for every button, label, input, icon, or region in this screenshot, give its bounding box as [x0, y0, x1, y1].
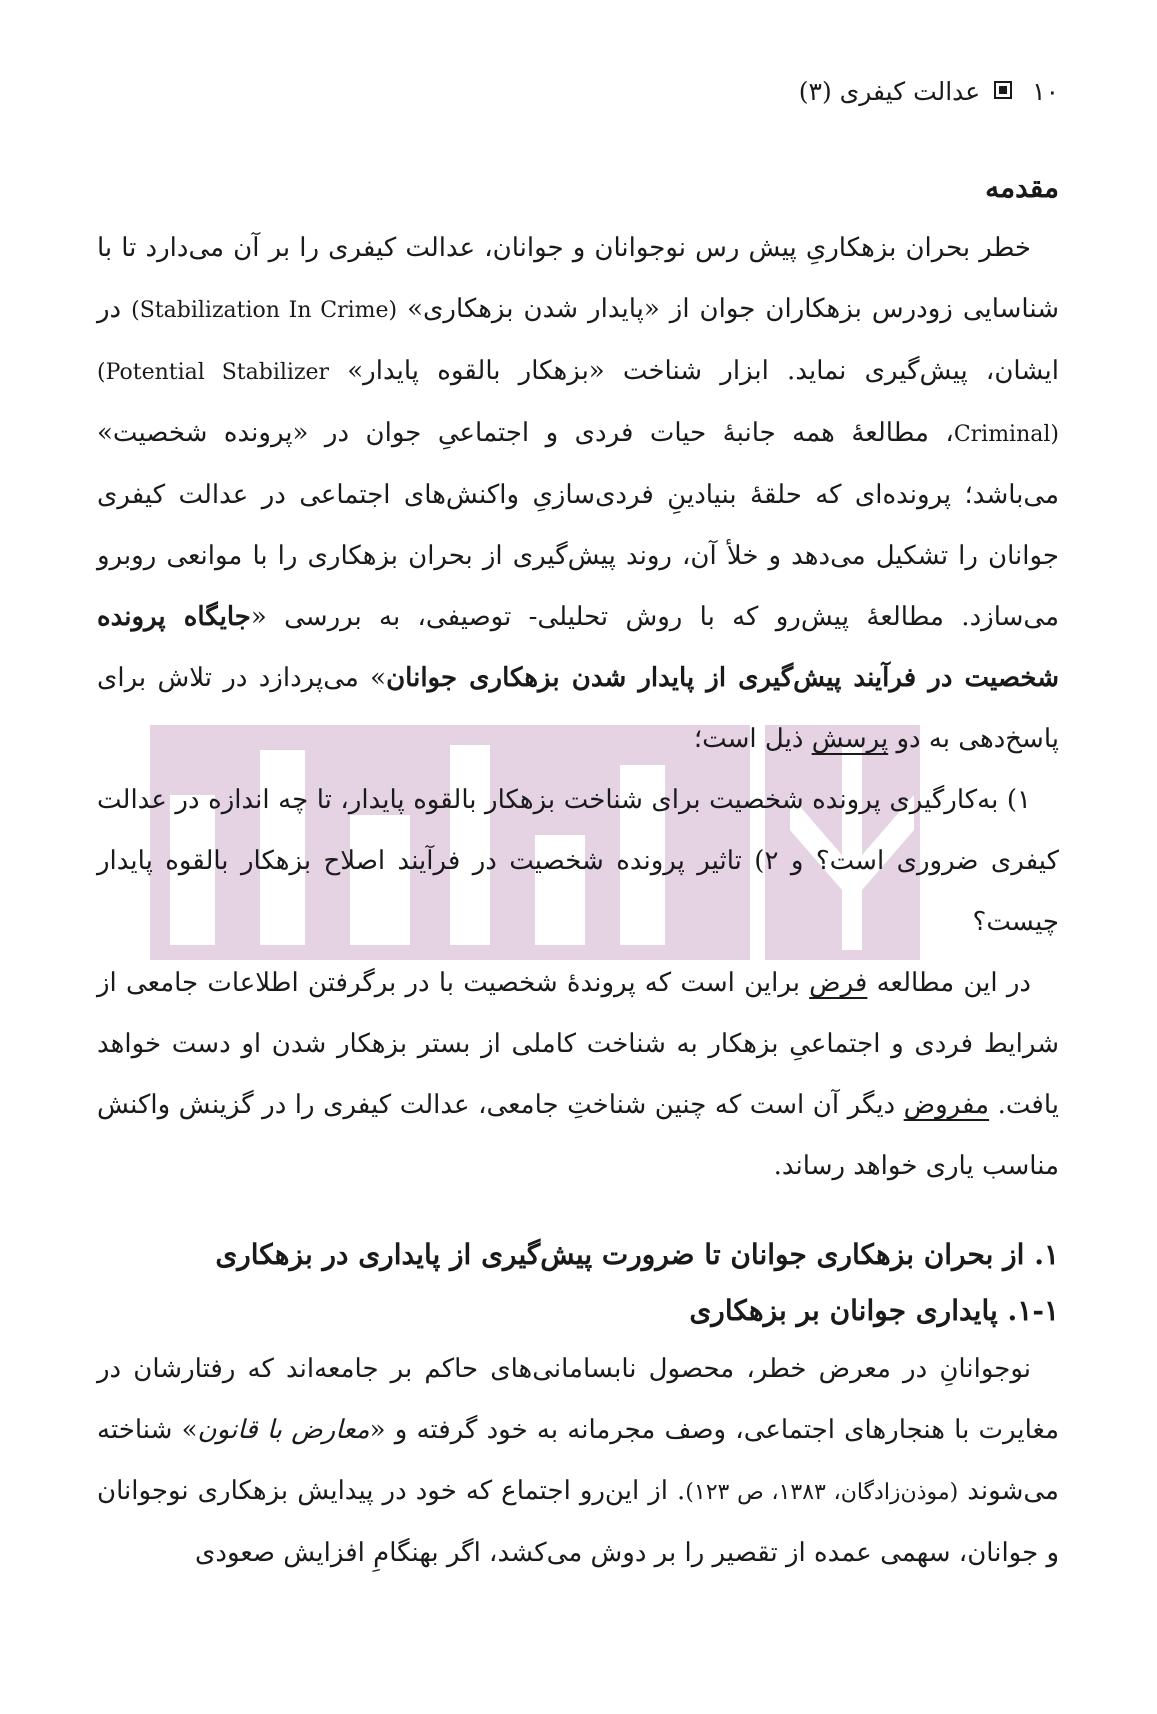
section-heading-1: ۱. از بحران بزهکاری جوانان تا ضرورت پیش‌گیری از پایداری در بزهکاری	[215, 1238, 1059, 1271]
paragraph-introduction	[97, 218, 1059, 770]
page-header	[459, 72, 1059, 112]
text-run: ، مطالعهٔ همه جانبهٔ حیات فردی و اجتماعیِ جوان در «پرونده شخصیت» می‌باشد؛ پرونده‌ای که حلقهٔ بنیادینِ فردی‌سازیِ واکنش‌های اجتماعی در عدالت کیفری جوانان را تشکیل می‌دهد و خلأ آن، روند پیش‌گیری از بحران بزهکاری را با موانعی روبرو می‌سازد. مطالعهٔ پیش‌رو که با روش تحلیلی- توصیفی، به بررسی «	[97, 418, 1060, 632]
book-title: عدالت کیفری (۳)	[798, 77, 981, 106]
underlined-term-assumption: مفروض	[903, 1090, 990, 1120]
underlined-term-hypothesis: فرض	[809, 968, 868, 998]
paragraph-hypothesis	[97, 953, 1059, 1197]
english-term-stabilization: (Stabilization In Crime)	[131, 298, 398, 323]
text-run: » شناخته می‌شوند	[97, 1415, 1059, 1506]
text-run: » می‌پردازد در تلاش برای پاسخ‌دهی به دو	[97, 663, 1059, 754]
text-run: خطر بحران بزهکاریِ پیش رس نوجوانان و جوانان، عدالت کیفری را بر آن می‌دارد تا با شناسایی زودرس بزهکاران جوان از «پایدار شدن بزهکاری»	[97, 233, 1059, 324]
citation: (موذن‌زادگان، ۱۳۸۳، ص ۱۲۳)	[685, 1480, 959, 1505]
paragraph-youth-stability	[97, 1339, 1059, 1584]
page-number: ۱۰	[1032, 77, 1059, 106]
text-run: دیگر آن است که چنین شناختِ جامعی، عدالت کیفری را در گزینش واکنش مناسب یاری خواهد رساند.	[97, 1090, 1059, 1181]
paragraph-research-questions: ۱) به‌کارگیری پرونده شخصیت برای شناخت بزهکار بالقوه پایدار، تا چه اندازه در عدالت کیفری ضروری است؟ و ۲) تاثیر پرونده شخصیت در فرآیند اصلاح بزهکار بالقوه پایدار چیست؟	[97, 785, 1059, 937]
study-title-bold: جایگاه پرونده شخصیت در فرآیند پیش‌گیری از پایدار شدن بزهکاری جوانان	[97, 602, 1059, 693]
text-run: در این مطالعه	[867, 968, 1031, 998]
subsection-heading-1-1: ۱-۱. پایداری جوانان بر بزهکاری	[689, 1294, 1059, 1327]
section-title-introduction: مقدمه	[985, 171, 1059, 204]
english-term-potential-stabilizer: (Potential Stabilizer Criminal)	[97, 360, 1059, 447]
underlined-term-question: پرسش	[811, 724, 889, 754]
text-run: نوجوانانِ در معرض خطر، محصول نابسامانی‌های حاکم بر جامعه‌اند که رفتارشان در مغایرت با هنجارهای اجتماعی، وصف مجرمانه به خود گرفته و «	[97, 1354, 1059, 1445]
text-run: در ایشان، پیش‌گیری نماید. ابزار شناخت «بزهکار بالقوه پایدار»	[97, 294, 1059, 386]
text-run: ذیل است؛	[693, 724, 812, 754]
document-body	[97, 160, 1059, 1584]
text-run: . از این‌رو اجتماع که خود در پیدایش بزهکاری نوجوانان و جوانان، سهمی عمده از تقصیر را بر دوش می‌کشد، اگر بهنگامِ افزایش صعودی	[97, 1476, 1059, 1568]
square-bullet-icon	[994, 81, 1012, 99]
text-run: براین است که پروندهٔ شخصیت با در برگرفتن اطلاعات جامعی از شرایط فردی و اجتماعیِ بزهکار به شناخت کاملی از بستر بزهکار شدن او دست خواهد یافت.	[97, 968, 1059, 1120]
italic-term-law-conflict: معارض با قانون	[197, 1415, 370, 1445]
